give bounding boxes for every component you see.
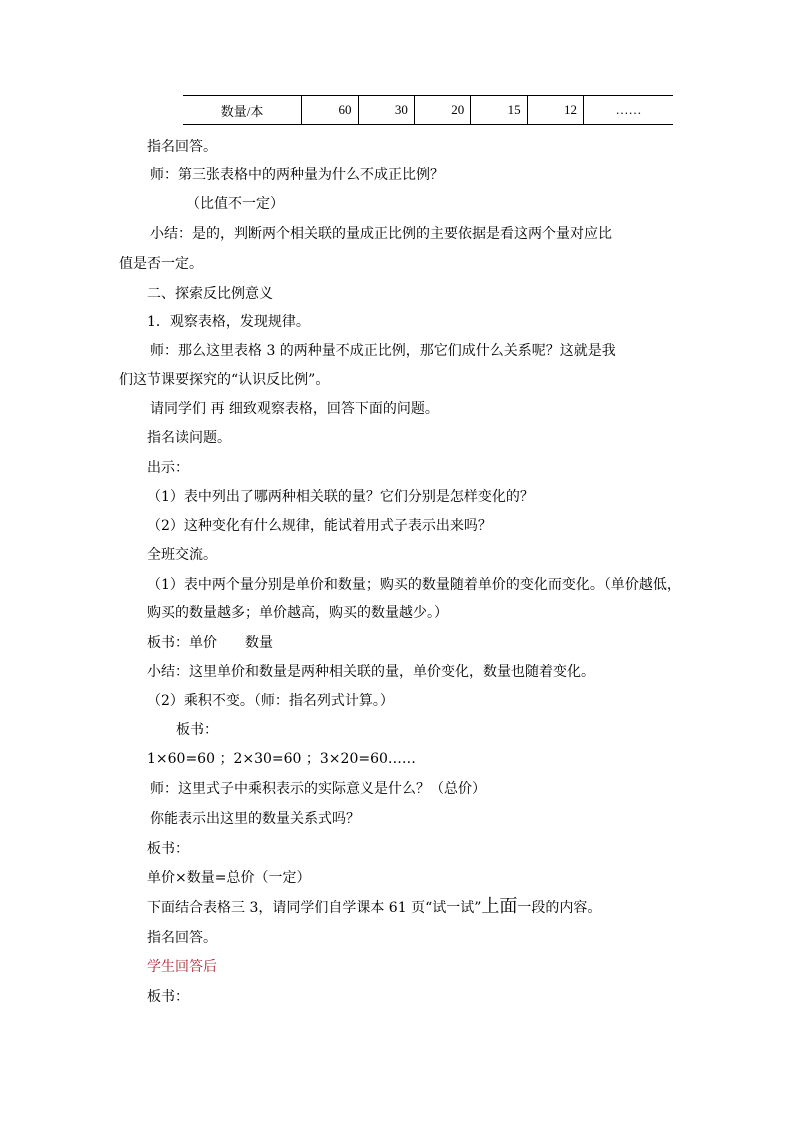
table-cell: 12 <box>527 96 583 125</box>
text-line: 师：那么这里表格 3 的两种量不成正比例，那它们成什么关系呢？这就是我 <box>150 343 616 359</box>
text-line: 师：第三张表格中的两种量为什么不成正比例？ <box>150 167 444 183</box>
formula-line: 1×60=60 ；2×30=60 ；3×20=60…… <box>147 751 416 767</box>
text-line: （1）表中两个量分别是单价和数量；购买的数量随着单价的变化而变化。（单价越低， <box>147 577 681 593</box>
text-line: 板书： <box>176 722 218 738</box>
text-line: 全班交流。 <box>147 547 217 563</box>
text-line: （2）这种变化有什么规律，能试着用式子表示出来吗？ <box>147 518 492 534</box>
text-line: （比值不一定） <box>186 196 284 212</box>
text-line: 指名回答。 <box>147 139 217 155</box>
text-line: 你能表示出这里的数量关系式吗？ <box>150 811 360 827</box>
text-line: 小结：这里单价和数量是两种相关联的量，单价变化，数量也随着变化。 <box>147 664 595 680</box>
table-cell-ellipsis: …… <box>584 96 673 125</box>
section-heading: 二、探索反比例意义 <box>147 286 273 302</box>
text-line: （2）乘积不变。（师：指名列式计算。） <box>147 693 394 709</box>
table-cell: 60 <box>302 96 358 125</box>
text-line: 值是否一定。 <box>119 256 203 272</box>
table-cell: 20 <box>414 96 470 125</box>
text-segment: 一段的内容。 <box>517 900 602 916</box>
text-line: 购买的数量越多；单价越高，购买的数量越少。） <box>147 605 448 621</box>
table-row <box>183 96 673 125</box>
text-line: 板书：单价 数量 <box>147 635 273 651</box>
text-line <box>147 898 601 917</box>
text-line: 板书： <box>147 989 189 1005</box>
table-cell: 30 <box>358 96 414 125</box>
text-line: 1．观察表格，发现规律。 <box>147 314 310 330</box>
text-line: （1）表中列出了哪两种相关联的量？它们分别是怎样变化的？ <box>147 489 534 505</box>
text-line: 师：这里式子中乘积表示的实际意义是什么？（总价） <box>150 781 486 797</box>
text-line: 板书： <box>147 841 189 857</box>
table-row-label: 数量/本 <box>183 96 302 125</box>
formula-line: 单价×数量=总价（一定） <box>147 870 311 886</box>
table-cell: 15 <box>471 96 527 125</box>
text-line: 们这节课要探究的“认识反比例”。 <box>119 372 330 388</box>
text-line: 指名读问题。 <box>147 430 231 446</box>
text-segment-large: 上面 <box>481 896 518 917</box>
quantity-table <box>183 95 673 125</box>
text-line: 小结：是的，判断两个相关联的量成正比例的主要依据是看这两个量对应比 <box>150 226 612 242</box>
text-line: 请同学们 再 细致观察表格，回答下面的问题。 <box>150 401 439 417</box>
text-line-red: 学生回答后 <box>147 959 217 975</box>
text-line: 指名回答。 <box>147 930 217 946</box>
text-line: 出示： <box>147 460 189 476</box>
text-segment: 下面结合表格三 3，请同学们自学课本 61 页“试一试” <box>147 900 482 916</box>
